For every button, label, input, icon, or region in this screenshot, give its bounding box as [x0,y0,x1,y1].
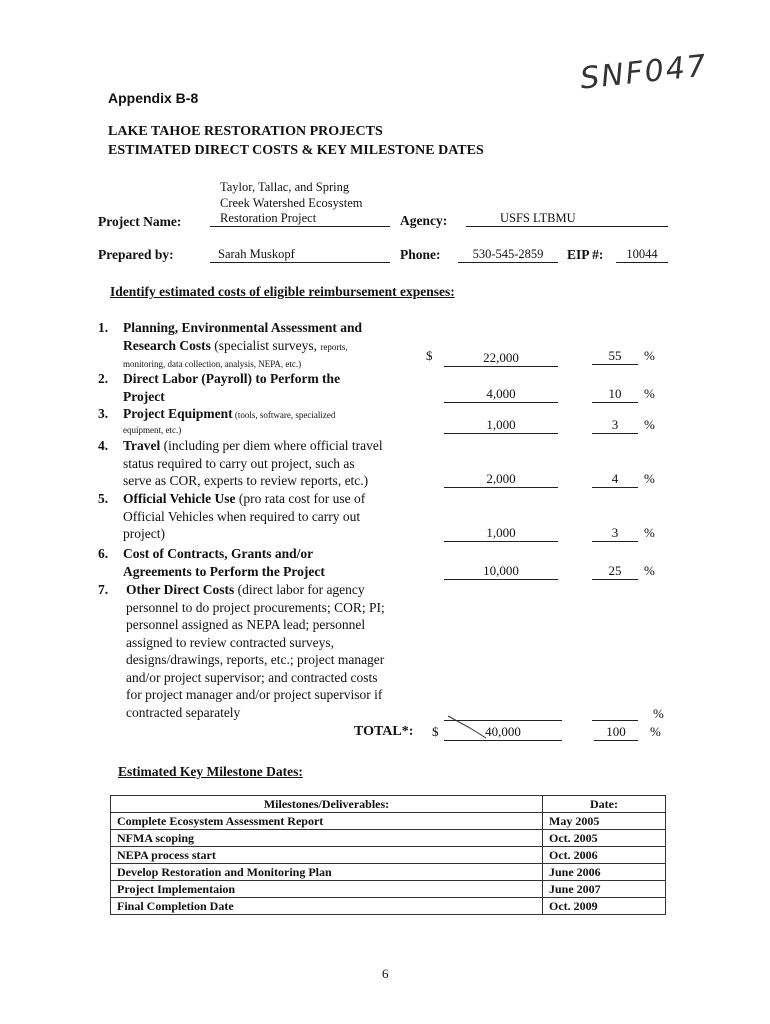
table-row [111,847,666,864]
milestones-table [110,795,666,915]
item-2-pct-sign: % [644,386,655,401]
item-7-pct-sign: % [653,706,664,721]
milestones-heading: Estimated Key Milestone Dates: [118,764,303,779]
table-header-row [111,796,666,813]
milestone-name: Final Completion Date [111,898,543,915]
cost-item-5: 5. Official Vehicle Use (pro rata cost for use of Official Vehicles when required to carry out project) [98,491,366,541]
cost-item-3: 3. Project Equipment (tools, software, specialized equipment, etc.) [98,406,336,435]
prepared-by-value: Sarah Muskopf [210,247,390,263]
item-4-amount: 2,000 [444,471,558,488]
total-dollar: $ [432,724,439,739]
project-name-label: Project Name: [98,214,182,229]
cost-item-4: 4. Travel (including per diem where official travel status required to carry out project, such as serve as COR, experts to review reports, etc.) [98,438,383,488]
item-4-pct-sign: % [644,471,655,486]
table-row [111,881,666,898]
item-5-amount: 1,000 [444,525,558,542]
item-3-amount: 1,000 [444,417,558,434]
cost-item-6: 6. Cost of Contracts, Grants and/or Agreements to Perform the Project [98,546,325,579]
milestone-date: June 2007 [543,881,666,898]
total-label: TOTAL*: [354,724,414,739]
milestone-date: Oct. 2009 [543,898,666,915]
item-6-amount: 10,000 [444,563,558,580]
milestone-name: NEPA process start [111,847,543,864]
table-row [111,898,666,915]
item-6-pct-sign: % [644,563,655,578]
agency-value: USFS LTBMU [466,211,668,227]
prepared-by-label: Prepared by: [98,247,174,262]
project-name-line-2: Creek Watershed Ecosystem [220,196,363,210]
milestone-date: Oct. 2005 [543,830,666,847]
title-line-1: LAKE TAHOE RESTORATION PROJECTS [108,124,383,139]
item-3-percent: 3 [592,417,638,434]
eip-value: 10044 [616,247,668,263]
item-3-pct-sign: % [644,417,655,432]
title-line-2: ESTIMATED DIRECT COSTS & KEY MILESTONE DATES [108,143,484,158]
checkmark-icon [446,714,490,740]
item-4-percent: 4 [592,471,638,488]
total-amount: 40,000 [444,724,562,741]
table-row [111,864,666,881]
milestone-name: Complete Ecosystem Assessment Report [111,813,543,830]
phone-label: Phone: [400,247,441,262]
item-2-percent: 10 [592,386,638,403]
cost-item-2: 2. Direct Labor (Payroll) to Perform the Project [98,371,341,404]
col-date-header: Date: [543,796,666,813]
appendix-label: Appendix B-8 [108,90,199,106]
project-name-line-1: Taylor, Tallac, and Spring [220,180,350,194]
item-1-percent: 55 [592,348,638,365]
agency-label: Agency: [400,213,448,228]
item-5-percent: 3 [592,525,638,542]
milestone-date: May 2005 [543,813,666,830]
milestone-name: Develop Restoration and Monitoring Plan [111,864,543,881]
costs-heading: Identify estimated costs of eligible reimbursement expenses: [110,284,455,299]
col-milestones-header: Milestones/Deliverables: [111,796,543,813]
milestone-date: June 2006 [543,864,666,881]
handwritten-id: SNF047 [578,48,710,97]
item-2-amount: 4,000 [444,386,558,403]
item-7-percent-line [592,720,638,721]
item-5-pct-sign: % [644,525,655,540]
item-6-percent: 25 [592,563,638,580]
cost-item-7: 7. Other Direct Costs (direct labor for agency personnel to do project procurements; COR; PI; personnel assigned as NEPA lead; personnel assigned to review contracted surveys, designs/drawings, reports, etc.; project manager and/or project supervisor; and contracted costs for project manager and/or project supervisor if contracted separately [98,582,385,720]
total-pct-sign: % [650,724,661,739]
milestone-date: Oct. 2006 [543,847,666,864]
eip-label: EIP #: [567,247,604,262]
item-1-pct-sign: % [644,348,655,363]
item-1-amount: 22,000 [444,350,558,367]
milestone-name: Project Implementaion [111,881,543,898]
phone-value: 530-545-2859 [458,247,558,263]
table-row [111,830,666,847]
milestone-name: NFMA scoping [111,830,543,847]
table-row [111,813,666,830]
project-name-value [220,179,362,211]
project-name-line-3: Restoration Project [210,211,390,227]
cost-item-1: 1. Planning, Environmental Assessment and Research Costs (specialist surveys, reports, monitoring, data collection, analysis, NEPA, etc.) [98,320,363,369]
page-number: 6 [382,966,389,981]
total-percent: 100 [594,724,638,741]
item-1-dollar: $ [426,348,433,363]
